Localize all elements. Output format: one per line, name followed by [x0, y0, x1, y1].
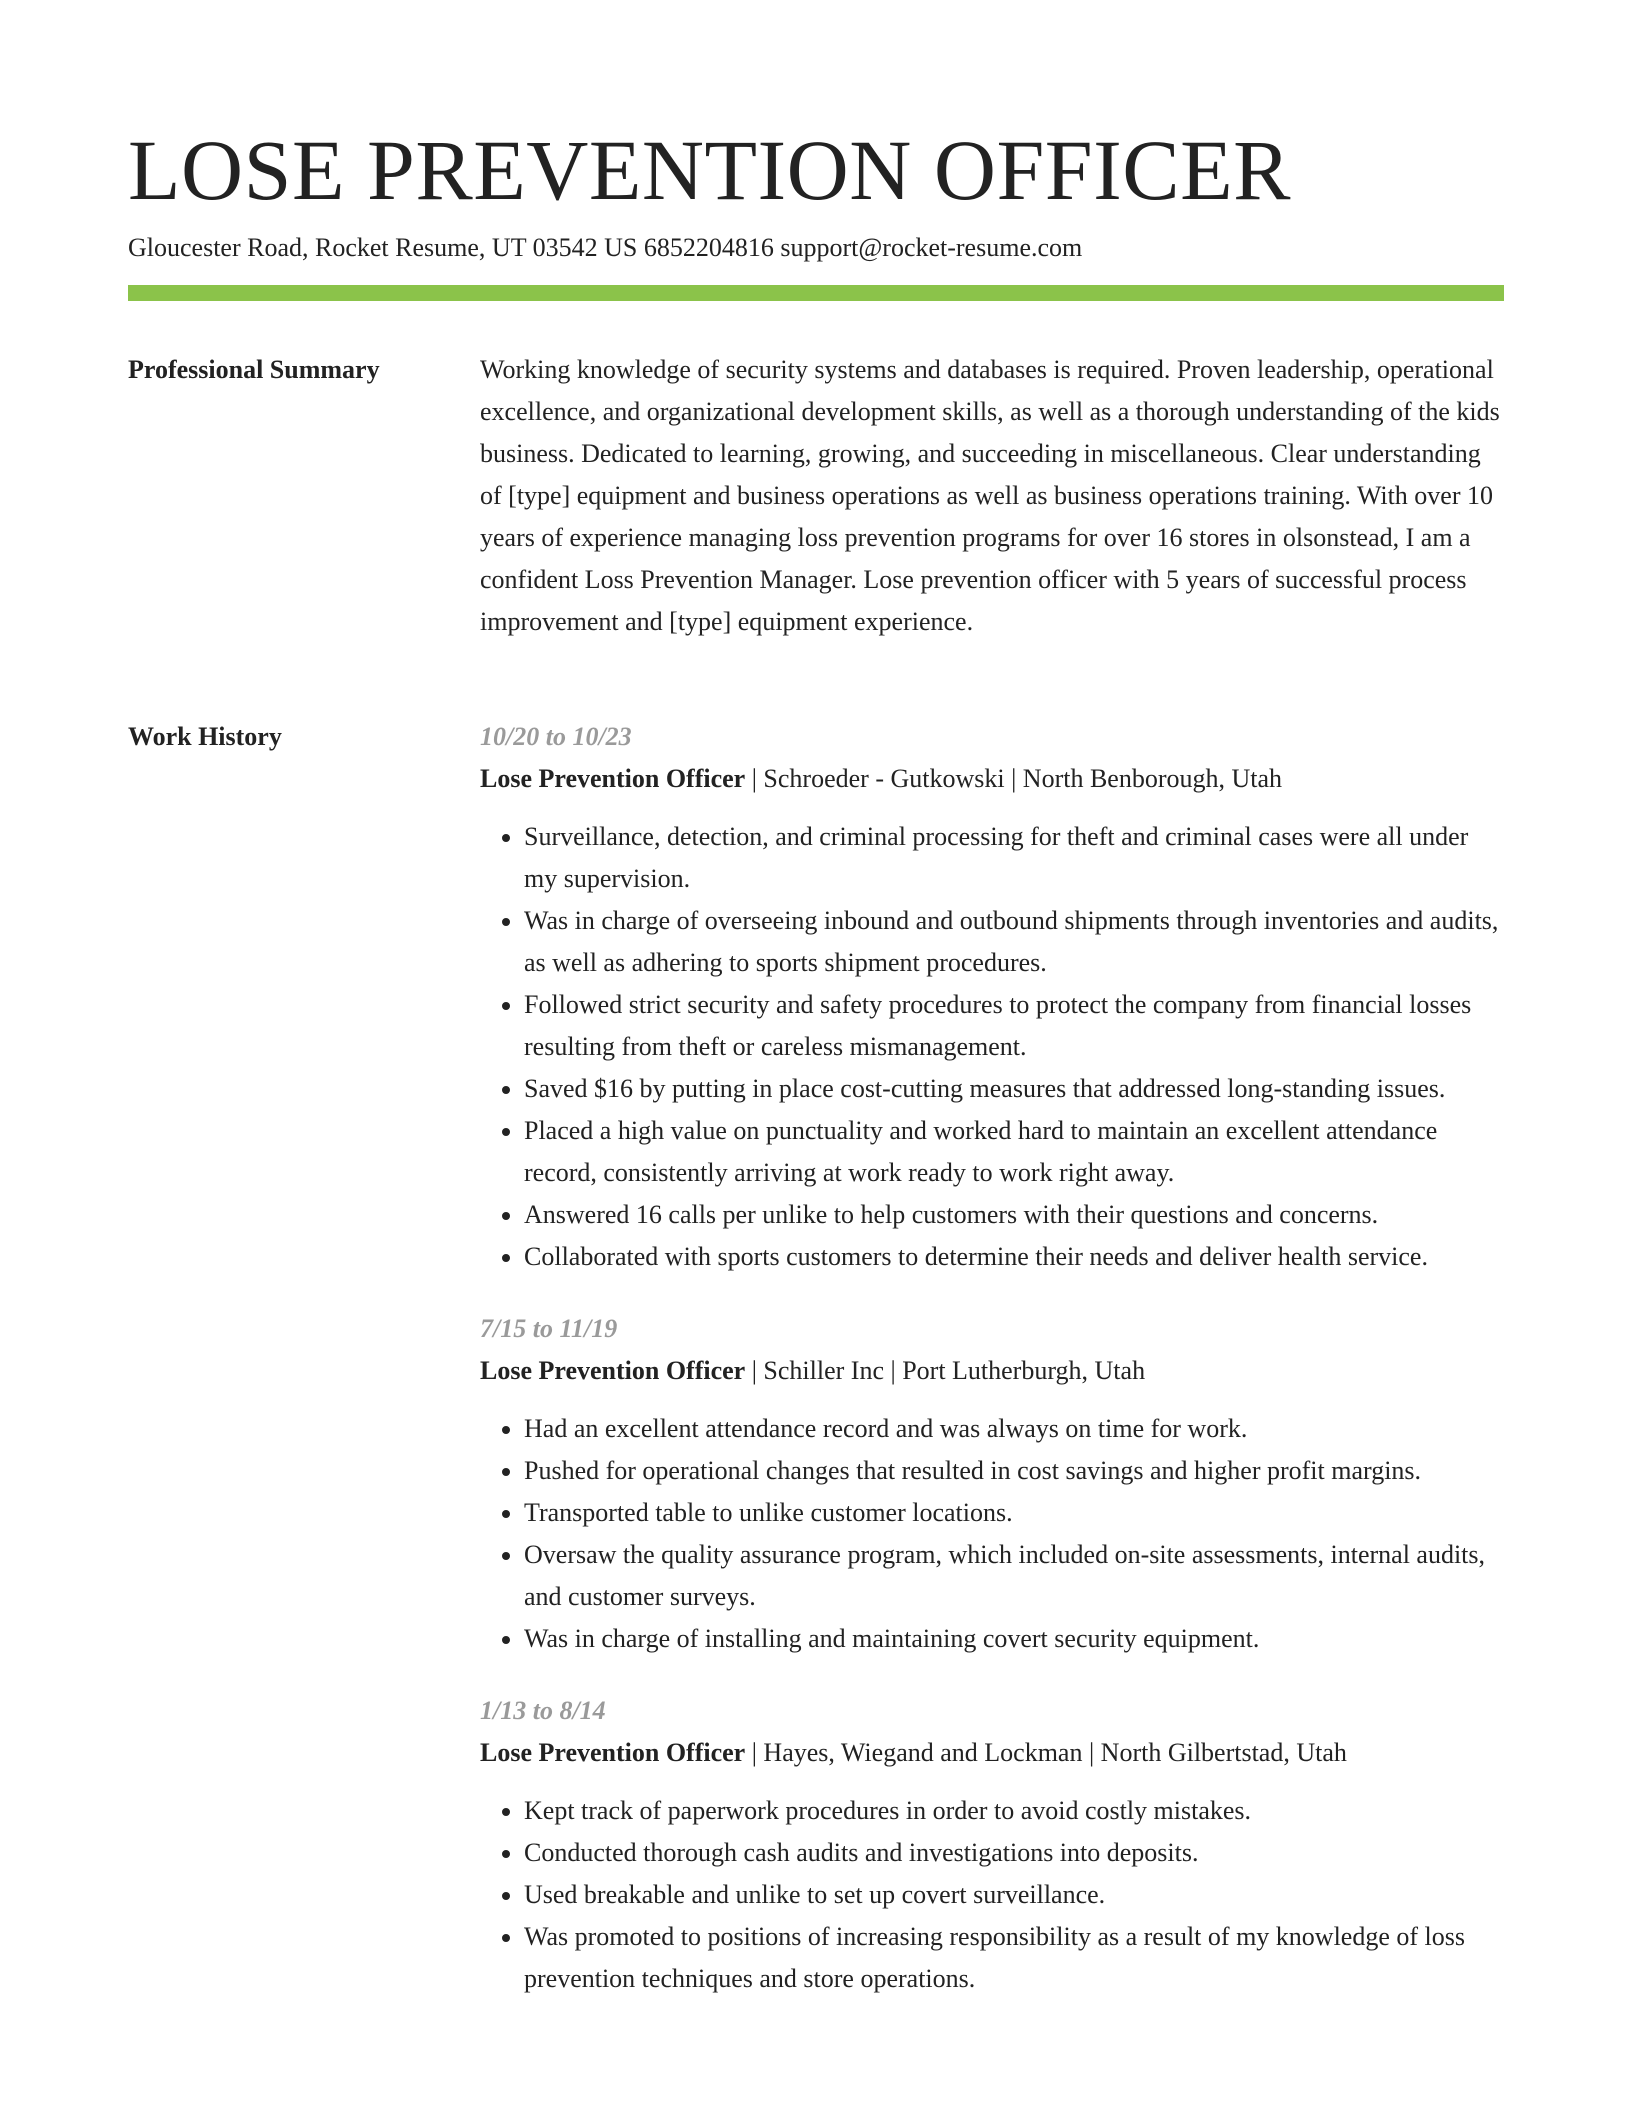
- job-title: Lose Prevention Officer: [480, 764, 746, 793]
- job-bullet: • Kept track of paperwork procedures in order to avoid costly mistakes.: [524, 1790, 1504, 1832]
- job-bullet: • Pushed for operational changes that resulted in cost savings and higher profit margins.: [524, 1450, 1504, 1492]
- job-details: | Schiller Inc | Port Lutherburgh, Utah: [745, 1356, 1146, 1385]
- job-line: [480, 1732, 1504, 1774]
- section-label-summary: Professional Summary: [128, 355, 380, 384]
- work-history-body: [480, 716, 1504, 2030]
- section-label-work-history: Work History: [128, 722, 282, 751]
- job-dates: 1/13 to 8/14: [480, 1696, 606, 1725]
- summary-body: [480, 349, 1504, 643]
- job-details: | Hayes, Wiegand and Lockman | North Gilbertstad, Utah: [745, 1738, 1347, 1767]
- job-bullet: • Saved $16 by putting in place cost-cutting measures that addressed long-standing issues.: [524, 1068, 1504, 1110]
- job-bullet: • Was promoted to positions of increasing responsibility as a result of my knowledge of loss prevention techniques and store operations.: [524, 1916, 1504, 2000]
- job-details: | Schroeder - Gutkowski | North Benborough, Utah: [745, 764, 1283, 793]
- job-entry: [480, 1690, 1504, 2000]
- contact-line: Gloucester Road, Rocket Resume, UT 03542 US 6852204816 support@rocket-resume.com: [128, 233, 1083, 262]
- job-bullet-list: [480, 1790, 1504, 2000]
- job-bullet: • Placed a high value on punctuality and worked hard to maintain an excellent attendance record, consistently arriving at work ready to work right away.: [524, 1110, 1504, 1194]
- job-bullet: • Had an excellent attendance record and was always on time for work.: [524, 1408, 1504, 1450]
- job-line: [480, 1350, 1504, 1392]
- resume-name-heading: LOSE PREVENTION OFFICER: [128, 122, 1292, 218]
- job-bullet: • Transported table to unlike customer locations.: [524, 1492, 1504, 1534]
- job-entry: [480, 1308, 1504, 1660]
- job-title: Lose Prevention Officer: [480, 1738, 746, 1767]
- job-entry: [480, 716, 1504, 1278]
- summary-text: Working knowledge of security systems and databases is required. Proven leadership, operational excellence, and organizational development skills, as well as a thorough understanding of the kids business. Dedicated to learning, growing, and succeeding in miscellaneous. Clear understanding of [type] equipment and business operations as well as business operations training. With over 10 years of experience managing loss prevention programs for over 16 stores in olsonstead, I am a confident Loss Prevention Manager. Lose prevention officer with 5 years of successful process improvement and [type] equipment experience.: [480, 355, 1500, 636]
- job-bullet: • Was in charge of installing and maintaining covert security equipment.: [524, 1618, 1504, 1660]
- job-bullet: • Conducted thorough cash audits and investigations into deposits.: [524, 1832, 1504, 1874]
- job-bullet: • Surveillance, detection, and criminal processing for theft and criminal cases were all under my supervision.: [524, 816, 1504, 900]
- job-bullet-list: [480, 1408, 1504, 1660]
- job-dates: 10/20 to 10/23: [480, 722, 632, 751]
- job-bullet: • Oversaw the quality assurance program, which included on-site assessments, internal audits, and customer surveys.: [524, 1534, 1504, 1618]
- job-bullet: • Used breakable and unlike to set up covert surveillance.: [524, 1874, 1504, 1916]
- job-bullet: • Followed strict security and safety procedures to protect the company from financial losses resulting from theft or careless mismanagement.: [524, 984, 1504, 1068]
- job-bullet: • Collaborated with sports customers to determine their needs and deliver health service.: [524, 1236, 1504, 1278]
- job-title: Lose Prevention Officer: [480, 1356, 746, 1385]
- accent-divider: [128, 285, 1504, 301]
- job-bullet-list: [480, 816, 1504, 1278]
- job-dates: 7/15 to 11/19: [480, 1314, 618, 1343]
- job-line: [480, 758, 1504, 800]
- job-bullet: • Answered 16 calls per unlike to help customers with their questions and concerns.: [524, 1194, 1504, 1236]
- job-bullet: • Was in charge of overseeing inbound and outbound shipments through inventories and audits, as well as adhering to sports shipment procedures.: [524, 900, 1504, 984]
